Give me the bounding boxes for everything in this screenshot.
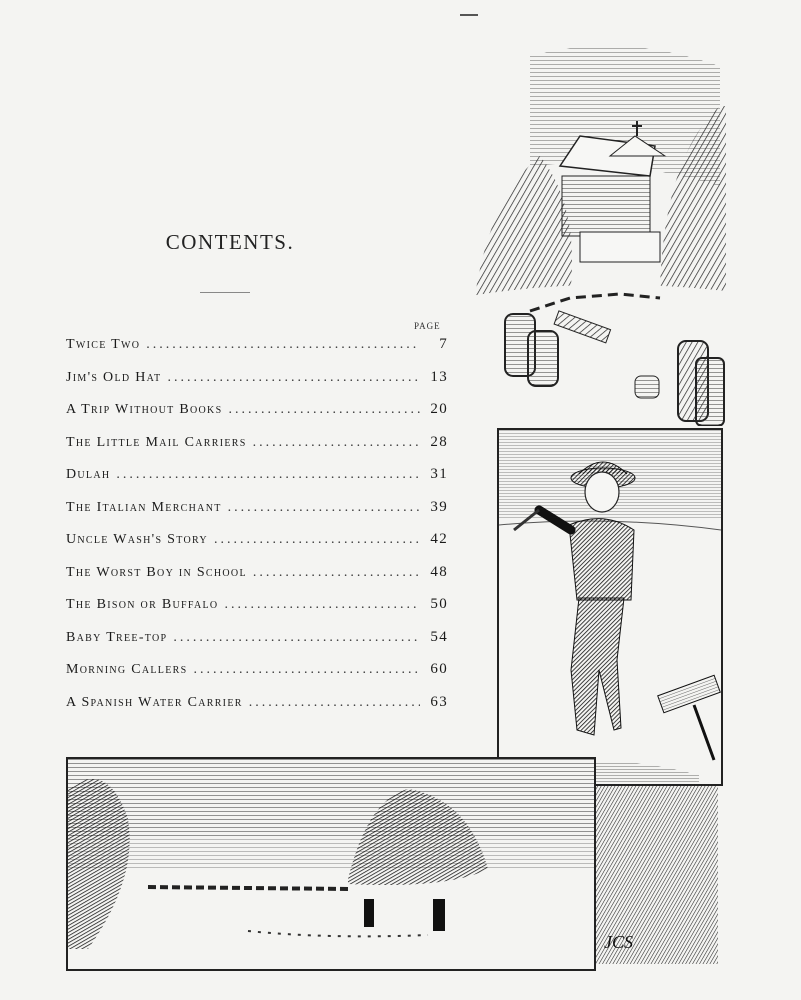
toc-entry-page: 54 — [430, 628, 448, 645]
toc-entry[interactable] — [66, 328, 448, 361]
dot-leader — [173, 622, 420, 655]
toc-entry-title: The Italian Merchant — [66, 499, 222, 515]
toc-entry[interactable] — [66, 556, 448, 589]
toc-entry-title: The Little Mail Carriers — [66, 434, 247, 450]
toc-entry[interactable] — [66, 686, 448, 719]
dot-leader — [253, 557, 420, 590]
page-title: CONTENTS. — [165, 230, 295, 254]
toc-entry-page: 63 — [430, 693, 448, 710]
table-of-contents — [66, 328, 448, 718]
church-illustration — [470, 36, 726, 426]
dot-leader — [167, 362, 420, 395]
toc-entry[interactable] — [66, 458, 448, 491]
toc-entry-title: Baby Tree-top — [66, 629, 168, 645]
toc-entry-page: 42 — [430, 531, 448, 547]
toc-entry-title: Dulah — [66, 467, 111, 482]
toc-entry[interactable] — [66, 523, 448, 556]
toc-entry-title: A Trip Without Books — [66, 402, 223, 417]
toc-entry[interactable] — [66, 393, 448, 426]
toc-entry[interactable] — [66, 621, 448, 654]
toc-entry-page: 48 — [430, 563, 448, 580]
toc-entry-title: The Bison or Buffalo — [66, 597, 219, 612]
toc-entry[interactable] — [66, 653, 448, 686]
toc-entry[interactable] — [66, 361, 448, 394]
toc-entry-title: Jim's Old Hat — [66, 369, 162, 385]
dot-leader — [146, 329, 420, 362]
toc-entry-page: 28 — [430, 433, 448, 450]
page-mark — [460, 14, 478, 16]
boy-illustration — [497, 428, 723, 786]
signature-panel — [594, 786, 718, 964]
toc-entry-page: 39 — [430, 498, 448, 515]
toc-entry-title: Morning Callers — [66, 662, 188, 677]
dot-leader — [253, 427, 420, 460]
toc-entry-title: Uncle Wash's Story — [66, 532, 208, 547]
toc-entry-page: 31 — [430, 466, 448, 482]
toc-entry-title: Twice Two — [66, 337, 141, 352]
toc-entry[interactable] — [66, 588, 448, 621]
winter-field-illustration — [66, 757, 596, 971]
dot-leader — [193, 654, 420, 687]
toc-entry-page: 7 — [439, 336, 448, 352]
toc-entry-title: A Spanish Water Carrier — [66, 694, 243, 710]
toc-entry-page: 60 — [430, 661, 448, 677]
dot-leader — [228, 492, 420, 525]
toc-entry-page: 13 — [430, 368, 448, 385]
artist-monogram: JCS — [604, 932, 633, 952]
toc-entry-page: 50 — [430, 596, 448, 612]
dot-leader — [249, 687, 420, 720]
toc-entry-title: The Worst Boy in School — [66, 564, 247, 580]
toc-entry[interactable] — [66, 491, 448, 524]
dot-leader — [116, 459, 420, 492]
dot-leader — [224, 589, 420, 622]
page-column-label: PAGE — [414, 321, 441, 331]
dot-leader — [228, 394, 420, 427]
toc-entry-page: 20 — [430, 401, 448, 417]
title-rule — [200, 292, 250, 293]
dot-leader — [214, 524, 420, 557]
toc-entry[interactable] — [66, 426, 448, 459]
